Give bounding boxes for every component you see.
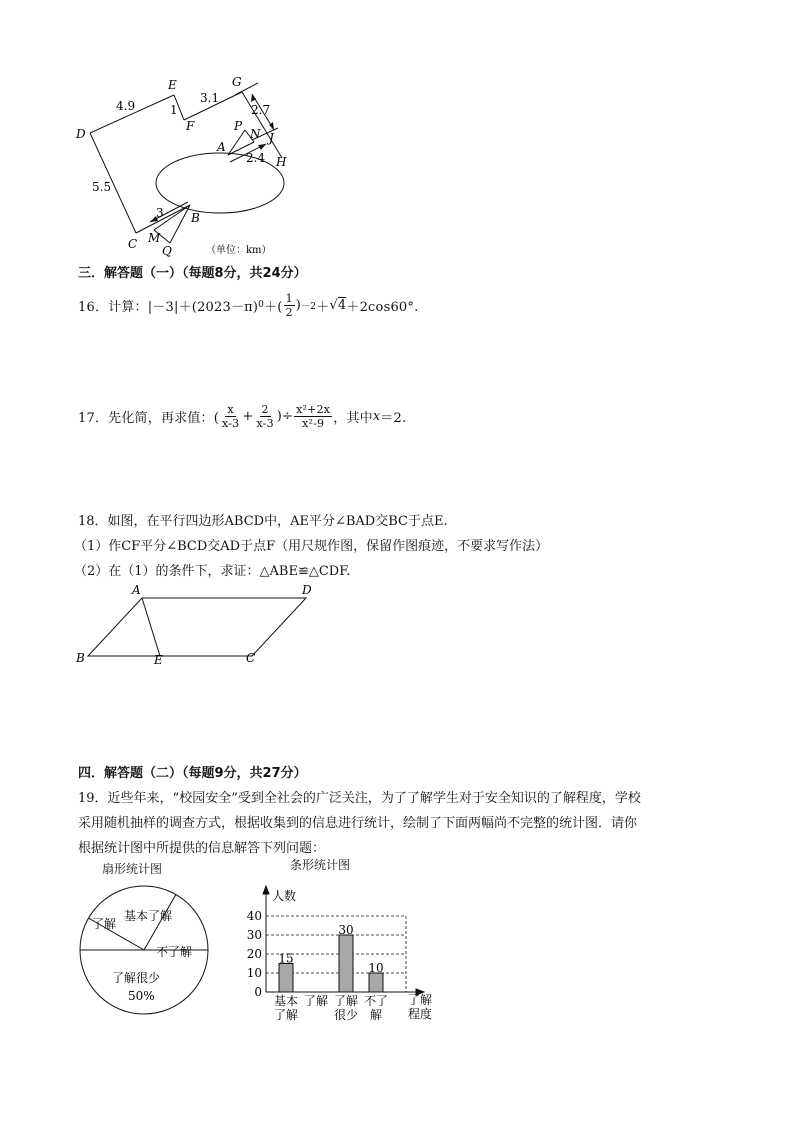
q16-plus2: ＋ xyxy=(316,299,330,315)
label-point-g: G xyxy=(232,75,242,89)
x-category-label-0: 基本 xyxy=(273,994,299,1008)
q16-expr-a: |－3|＋(2023－π) xyxy=(147,299,259,315)
q19-line-2: 采用随机抽样的调查方式，根据收集到的信息进行统计，绘制了下面两幅尚不完整的统计图．请你 xyxy=(78,816,638,831)
q17-f3-den: x²-9 xyxy=(302,416,325,430)
q17-fraction-2 xyxy=(254,403,275,430)
x-category-label-3: 不了 xyxy=(363,994,389,1008)
route-map-figure xyxy=(70,70,310,260)
section-3-title: 三．解答题（一）（每题8分，共24分） xyxy=(78,266,307,281)
y-axis-arrow xyxy=(263,886,269,894)
distance-ef: 1 xyxy=(170,103,178,117)
bar-2 xyxy=(339,935,353,992)
label-a: A xyxy=(132,583,141,597)
label-point-n: N xyxy=(250,127,261,141)
q17-tail-b: ＝2. xyxy=(380,410,407,426)
pie-chart-title: 扇形统计图 xyxy=(102,862,163,876)
q16-half-num: 1 xyxy=(285,291,293,305)
q16-half-fraction xyxy=(284,292,295,319)
unit-note: （单位：km） xyxy=(206,245,272,256)
label-point-f: F xyxy=(186,119,195,133)
question-16 xyxy=(78,290,418,320)
q16-exp0: 0 xyxy=(258,300,265,310)
bar-chart-title: 条形统计图 xyxy=(290,858,351,872)
distance-ah: 2.4 xyxy=(246,151,266,165)
q17-f1-num: x xyxy=(227,402,234,416)
y-tick-label: 0 xyxy=(254,985,262,999)
label-point-j: J xyxy=(269,131,274,145)
bar-chart xyxy=(244,880,444,1030)
distance-de: 4.9 xyxy=(116,99,136,113)
label-point-d: D xyxy=(76,127,86,141)
q17-var: x xyxy=(372,408,381,424)
q18-line-2: （1）作CF平分∠BCD交AD于点F（用尺规作图，保留作图痕迹，不要求写作法） xyxy=(74,539,549,554)
q16-lead: 计算： xyxy=(108,299,148,315)
y-tick-label: 40 xyxy=(246,909,262,923)
label-point-b: B xyxy=(191,211,200,225)
label-point-e: E xyxy=(168,78,177,92)
q16-close: ) xyxy=(295,297,302,313)
q17-fraction-3 xyxy=(294,403,332,430)
label-c: C xyxy=(246,651,256,665)
q19-line-3: 根据统计图中所提供的信息解答下列问题： xyxy=(78,841,326,856)
bar-data-label-0: 15 xyxy=(278,951,294,966)
section-4-title: 四．解答题（二）（每题9分，共27分） xyxy=(78,766,307,781)
y-tick-label: 20 xyxy=(246,947,262,961)
y-tick-label: 10 xyxy=(246,966,262,980)
q17-f2-den: x-3 xyxy=(256,416,274,430)
x-category-label-2: 很少 xyxy=(333,1008,359,1022)
q18-line-3: （2）在（1）的条件下，求证：△ABE≌△CDF. xyxy=(74,564,351,579)
x-category-label-2: 了解 xyxy=(333,994,359,1008)
q16-exp-m2: －2 xyxy=(301,301,317,312)
y-axis-label: 人数 xyxy=(272,889,297,903)
label-point-p: P xyxy=(234,119,243,133)
q16-number: 16． xyxy=(78,299,109,315)
q17-plus: + xyxy=(242,408,254,424)
q17-number: 17． xyxy=(78,410,109,426)
bar-0 xyxy=(279,964,293,993)
label-point-q: Q xyxy=(162,244,172,258)
pie-label-50pct: 50% xyxy=(128,989,155,1003)
q17-tail-a: ，其中 xyxy=(333,410,373,426)
q19-line-1: 19．近些年来，“校园安全”受到全社会的广泛关注，为了了解学生对于安全知识的了解程度，学校 xyxy=(78,791,641,806)
pie-label-little: 了解很少 xyxy=(112,971,161,985)
label-point-c: C xyxy=(128,237,138,251)
x-axis-label: 程度 xyxy=(407,1007,433,1021)
label-point-h: H xyxy=(276,155,287,169)
x-category-label-0: 了解 xyxy=(273,1008,299,1022)
distance-fg: 3.1 xyxy=(200,91,220,105)
bar-data-label-3: 10 xyxy=(368,961,384,975)
y-tick-label: 30 xyxy=(246,928,262,942)
pie-label-know: 了解 xyxy=(92,917,117,931)
q16-half-den: 2 xyxy=(285,305,293,319)
q17-f2-num: 2 xyxy=(261,402,269,416)
parallelogram-figure xyxy=(70,580,330,670)
bar-data-label-2: 30 xyxy=(338,923,354,937)
x-category-label-1: 了解 xyxy=(303,994,329,1008)
q17-lead: 先化简，再求值：( xyxy=(108,410,220,426)
distance-dc: 5.5 xyxy=(92,180,112,194)
label-d: D xyxy=(302,583,312,597)
pie-label-basic: 基本了解 xyxy=(124,909,173,923)
q16-plus1: ＋( xyxy=(264,299,283,315)
question-17 xyxy=(78,396,406,436)
q17-f1-den: x-3 xyxy=(222,416,240,430)
q16-tail: ＋2cos60°. xyxy=(346,299,419,315)
q17-f3-num: x²+2x xyxy=(296,402,331,416)
x-category-label-3: 解 xyxy=(369,1008,383,1022)
pie-label-unknown: 不了解 xyxy=(156,945,193,959)
x-axis-label: 了解 xyxy=(407,993,433,1007)
pie-chart xyxy=(76,880,216,1020)
label-b: B xyxy=(76,651,85,665)
q17-div: )÷ xyxy=(276,408,294,424)
bar-3 xyxy=(369,973,383,992)
q17-fraction-1 xyxy=(220,403,241,430)
distance-gh: 2.7 xyxy=(251,103,271,117)
distance-cb: 3 xyxy=(156,206,164,220)
q18-line-1: 18．如图，在平行四边形ABCD中，AE平分∠BAD交BC于点E. xyxy=(78,514,448,529)
label-point-m: M xyxy=(148,231,161,245)
label-point-a: A xyxy=(217,140,226,154)
q16-sqrt-arg: 4 xyxy=(337,297,347,313)
label-e: E xyxy=(154,653,163,667)
q16-sqrt: √4 xyxy=(329,297,347,313)
